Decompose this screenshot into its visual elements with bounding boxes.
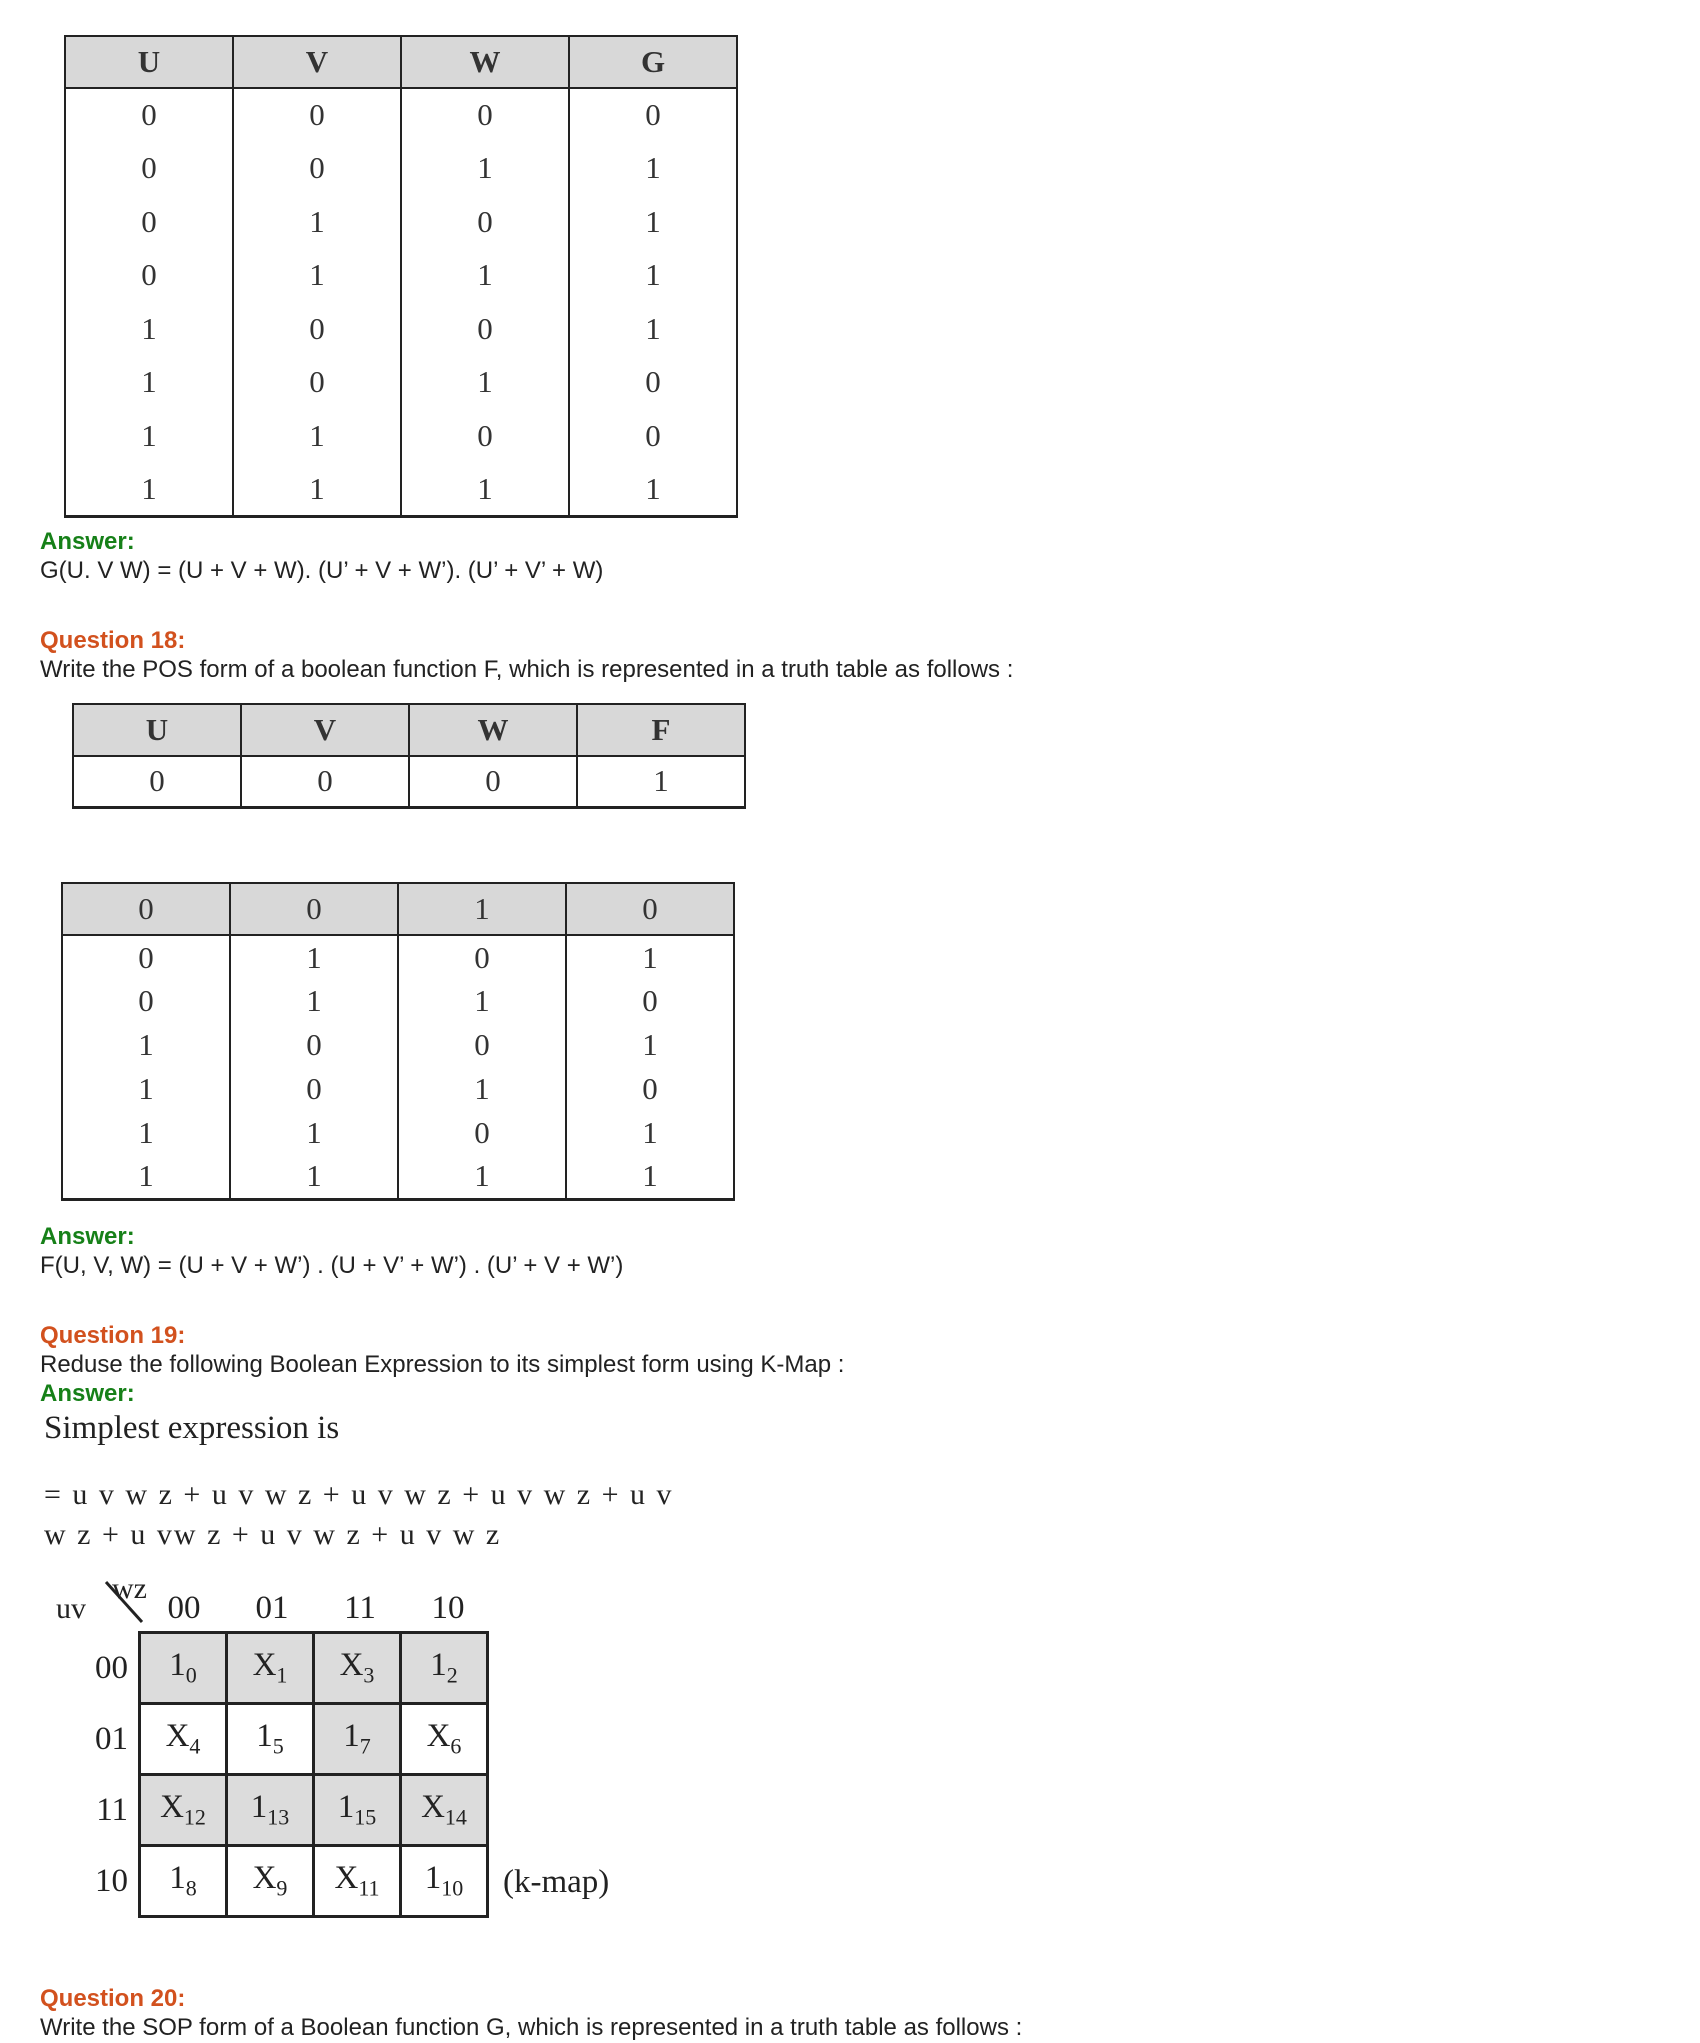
table-cell: 0 (233, 356, 401, 410)
expression-line-1: = u v w z + u v w z + u v w z + u v w z + u v (44, 1478, 674, 1511)
kmap-row-variable: uv (56, 1592, 86, 1625)
table-cell: 1 (566, 1155, 734, 1199)
kmap-cell-index: 7 (359, 1733, 371, 1759)
table-cell: 0 (65, 88, 233, 142)
kmap-cell-value: 1 (169, 1860, 186, 1897)
table-cell: 1 (65, 302, 233, 356)
table-cell: 1 (230, 1155, 398, 1199)
table-cell: 1 (401, 356, 569, 410)
kmap-cell (227, 1633, 314, 1704)
truth-table-f-header (72, 703, 746, 809)
table-row (62, 1155, 734, 1199)
kmap-cell-index: 3 (363, 1662, 375, 1688)
kmap-col-label: 01 (255, 1590, 289, 1626)
table-cell: 0 (230, 883, 398, 935)
table-cell: 1 (569, 463, 737, 517)
table-cell: 1 (577, 756, 745, 807)
answer-label: Answer: (40, 1223, 135, 1250)
table-cell: 0 (569, 356, 737, 410)
table-cell: 0 (233, 142, 401, 196)
table-cell: 0 (401, 195, 569, 249)
kmap-row-label: 01 (66, 1704, 140, 1775)
table-header: F (577, 704, 745, 756)
kmap-cell (227, 1846, 314, 1917)
kmap-row (66, 1846, 488, 1917)
question-20-text: Write the SOP form of a Boolean function G, which is represented in a truth table as follows : (40, 2014, 1023, 2041)
kmap-col-label: 00 (167, 1590, 201, 1626)
kmap-col-label: 11 (344, 1590, 376, 1626)
kmap-col-variable: wz (112, 1572, 147, 1605)
table-header: V (233, 36, 401, 88)
table-cell: 0 (65, 142, 233, 196)
expression-line-2: w z + u vw z + u v w z + u v w z (44, 1518, 502, 1551)
kmap-cell (314, 1775, 401, 1846)
kmap-cell (314, 1846, 401, 1917)
table-cell: 1 (233, 463, 401, 517)
kmap-cell-index: 14 (444, 1804, 467, 1830)
table-cell: 0 (566, 1067, 734, 1111)
question-20-label: Question 20: (40, 1985, 186, 2012)
kmap-cell-index: 9 (276, 1875, 288, 1901)
kmap-cell-value: X (165, 1718, 190, 1755)
table-cell: 0 (566, 979, 734, 1023)
kmap-cell-index: 13 (267, 1804, 290, 1830)
table-cell: 1 (566, 1023, 734, 1067)
table-cell: 0 (401, 88, 569, 142)
table-cell: 0 (62, 979, 230, 1023)
kmap-cell-index: 2 (446, 1662, 458, 1688)
table-row (62, 883, 734, 935)
table-cell: 0 (233, 88, 401, 142)
kmap-cell-value: X (421, 1789, 445, 1826)
table-row (65, 88, 737, 142)
table-cell: 0 (401, 409, 569, 463)
kmap-cell-value: 1 (250, 1789, 268, 1826)
table-cell: 1 (566, 1111, 734, 1155)
kmap-cell-value: 1 (424, 1860, 442, 1897)
kmap-cell-value: X (160, 1789, 184, 1826)
table-cell: 1 (401, 463, 569, 517)
question-18-label: Question 18: (40, 627, 186, 654)
table-cell: 1 (233, 409, 401, 463)
kmap-cell (401, 1704, 488, 1775)
table-cell: 1 (233, 195, 401, 249)
kmap-cell-value: 1 (337, 1789, 355, 1826)
table-cell: 0 (409, 756, 577, 807)
table-cell: 1 (62, 1023, 230, 1067)
kmap-cell (401, 1633, 488, 1704)
table-cell: 1 (401, 249, 569, 303)
question-18-text: Write the POS form of a boolean function F, which is represented in a truth table as follows : (40, 656, 1014, 683)
table-cell: 0 (398, 935, 566, 979)
table-cell: 0 (241, 756, 409, 807)
kmap-cell-value: 1 (430, 1647, 447, 1684)
kmap-row-label: 10 (66, 1846, 140, 1917)
kmap-cell (401, 1846, 488, 1917)
table-row (65, 356, 737, 410)
table-cell: 0 (566, 883, 734, 935)
kmap-cell (140, 1775, 227, 1846)
table-cell: 0 (401, 302, 569, 356)
table-cell: 0 (398, 1023, 566, 1067)
table-cell: 1 (569, 142, 737, 196)
answer-text: G(U. V W) = (U + V + W). (U’ + V + W’). (U’ + V’ + W) (40, 557, 604, 584)
table-cell: 0 (569, 409, 737, 463)
kmap-cell-index: 5 (272, 1733, 284, 1759)
table-cell: 0 (62, 883, 230, 935)
table-row (62, 979, 734, 1023)
kmap-cell-index: 1 (276, 1662, 288, 1688)
table-cell: 1 (230, 935, 398, 979)
simplest-expression-heading: Simplest expression is (44, 1410, 340, 1446)
table-cell: 1 (566, 935, 734, 979)
table-row (65, 195, 737, 249)
table-header: G (569, 36, 737, 88)
table-row (65, 302, 737, 356)
table-cell: 1 (569, 249, 737, 303)
table-cell: 1 (398, 1155, 566, 1199)
table-cell: 0 (62, 935, 230, 979)
table-row (65, 249, 737, 303)
kmap-cell (227, 1704, 314, 1775)
answer-label: Answer: (40, 1380, 135, 1407)
table-cell: 1 (230, 979, 398, 1023)
kmap-cell (140, 1633, 227, 1704)
kmap-cell-index: 6 (450, 1733, 462, 1759)
kmap-cell-value: X (252, 1860, 277, 1897)
kmap-row-label: 00 (66, 1633, 140, 1704)
kmap-col-labels (140, 1590, 500, 1627)
table-cell: 0 (65, 249, 233, 303)
table-cell: 1 (65, 463, 233, 517)
table-header: U (73, 704, 241, 756)
kmap-cell (314, 1633, 401, 1704)
kmap-cell-index: 10 (441, 1875, 464, 1901)
kmap-cell-index: 0 (185, 1662, 197, 1688)
kmap-cell-index: 8 (185, 1875, 197, 1901)
table-row (73, 756, 745, 807)
kmap-row-label: 11 (66, 1775, 140, 1846)
truth-table-g (64, 35, 738, 518)
table-row (65, 142, 737, 196)
kmap-cell (227, 1775, 314, 1846)
table-cell: 0 (230, 1023, 398, 1067)
answer-text: F(U, V, W) = (U + V + W’) . (U + V’ + W’) . (U’ + V + W’) (40, 1252, 624, 1279)
kmap-cell-value: X (252, 1647, 277, 1684)
kmap-caption: (k-map) (503, 1864, 610, 1900)
table-cell: 0 (65, 195, 233, 249)
kmap-row (66, 1704, 488, 1775)
table-cell: 0 (233, 302, 401, 356)
table-cell: 1 (62, 1155, 230, 1199)
kmap-cell-index: 12 (183, 1804, 206, 1830)
kmap-cell (401, 1775, 488, 1846)
kmap-cell-value: 1 (343, 1718, 360, 1755)
table-row (62, 935, 734, 979)
kmap-cell (140, 1704, 227, 1775)
kmap-cell (314, 1704, 401, 1775)
kmap-cell-value: X (339, 1647, 364, 1684)
answer-label: Answer: (40, 528, 135, 555)
table-cell: 1 (62, 1067, 230, 1111)
table-cell: 1 (65, 409, 233, 463)
k-map (66, 1631, 489, 1918)
kmap-cell-index: 15 (354, 1804, 377, 1830)
question-19-label: Question 19: (40, 1322, 186, 1349)
kmap-cell-value: 1 (169, 1647, 186, 1684)
kmap-cell-index: 4 (189, 1733, 201, 1759)
table-cell: 0 (398, 1111, 566, 1155)
kmap-cell-index: 11 (358, 1875, 380, 1901)
kmap-col-label: 10 (431, 1590, 465, 1626)
table-row (62, 1111, 734, 1155)
table-cell: 1 (233, 249, 401, 303)
table-cell: 1 (62, 1111, 230, 1155)
table-cell: 0 (73, 756, 241, 807)
question-19-text: Reduse the following Boolean Expression to its simplest form using K-Map : (40, 1351, 845, 1378)
kmap-row (66, 1633, 488, 1704)
table-header: W (409, 704, 577, 756)
table-cell: 1 (398, 1067, 566, 1111)
kmap-cell-value: X (334, 1860, 359, 1897)
table-header: W (401, 36, 569, 88)
table-cell: 0 (569, 88, 737, 142)
table-cell: 1 (398, 883, 566, 935)
table-cell: 1 (230, 1111, 398, 1155)
kmap-cell (140, 1846, 227, 1917)
table-header: U (65, 36, 233, 88)
table-row (62, 1067, 734, 1111)
table-cell: 1 (569, 195, 737, 249)
table-cell: 1 (569, 302, 737, 356)
table-cell: 0 (230, 1067, 398, 1111)
kmap-row (66, 1775, 488, 1846)
truth-table-f-body (61, 882, 735, 1201)
table-cell: 1 (65, 356, 233, 410)
table-header: V (241, 704, 409, 756)
kmap-cell-value: 1 (256, 1718, 273, 1755)
table-cell: 1 (398, 979, 566, 1023)
kmap-cell-value: X (426, 1718, 451, 1755)
table-cell: 1 (401, 142, 569, 196)
table-row (65, 409, 737, 463)
table-row (65, 463, 737, 517)
table-row (62, 1023, 734, 1067)
